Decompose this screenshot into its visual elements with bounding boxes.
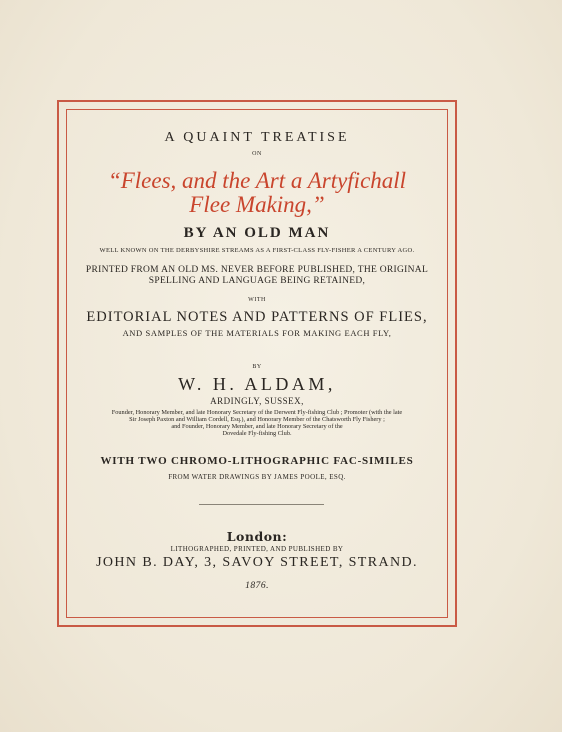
author-place: ARDINGLY, SUSSEX, <box>210 396 304 406</box>
author-note-line-3: and Founder, Honorary Member, and late Honorary Secretary of the <box>171 423 343 430</box>
editorial-notes-line: EDITORIAL NOTES AND PATTERNS OF FLIES, <box>86 309 428 325</box>
author-note-line-1: Founder, Honorary Member, and late Honorary Secretary of the Derwent Fly-fishing Club ; Promoter (with the late <box>111 409 403 416</box>
publication-year: 1876. <box>245 581 269 591</box>
place-london: London: <box>226 529 288 544</box>
well-known-subtitle: WELL KNOWN ON THE DERBYSHIRE STREAMS AS A FIRST-CLASS FLY-FISHER A CENTURY AGO. <box>99 247 415 254</box>
by-old-man: BY AN OLD MAN <box>183 225 331 241</box>
author-name: W. H. ALDAM, <box>178 374 336 394</box>
publisher-line: JOHN B. DAY, 3, SAVOY STREET, STRAND. <box>96 555 418 570</box>
samples-line: AND SAMPLES OF THE MATERIALS FOR MAKING EACH FLY, <box>122 328 392 338</box>
author-note-line-2: Sir Joseph Paxton and William Cordell, Esq.), and Honorary Member of the Chatsworth Fly Fishery ; <box>129 416 385 423</box>
on-label: ON <box>252 151 262 157</box>
lithographed-line: LITHOGRAPHED, PRINTED, AND PUBLISHED BY <box>170 545 344 553</box>
printed-line-2: SPELLING AND LANGUAGE BEING RETAINED, <box>148 276 366 286</box>
section-divider <box>199 504 324 505</box>
author-note-line-4: Dovedale Fly-fishing Club. <box>222 430 292 437</box>
treatise-heading: A QUAINT TREATISE <box>164 130 350 145</box>
book-title-line-1: “Flees, and the Art a Artyfichall <box>107 168 407 193</box>
with-label: WITH <box>248 297 266 303</box>
book-title-line-2: Flee Making,” <box>189 192 325 217</box>
by-label: BY <box>252 364 262 370</box>
chromo-lithographic-line: WITH TWO CHROMO-LITHOGRAPHIC FAC-SIMILES <box>100 455 414 467</box>
printed-line-1: PRINTED FROM AN OLD MS. NEVER BEFORE PUBLISHED, THE ORIGINAL <box>85 265 429 275</box>
water-drawings-line: FROM WATER DRAWINGS BY JAMES POOLE, ESQ. <box>168 473 346 481</box>
